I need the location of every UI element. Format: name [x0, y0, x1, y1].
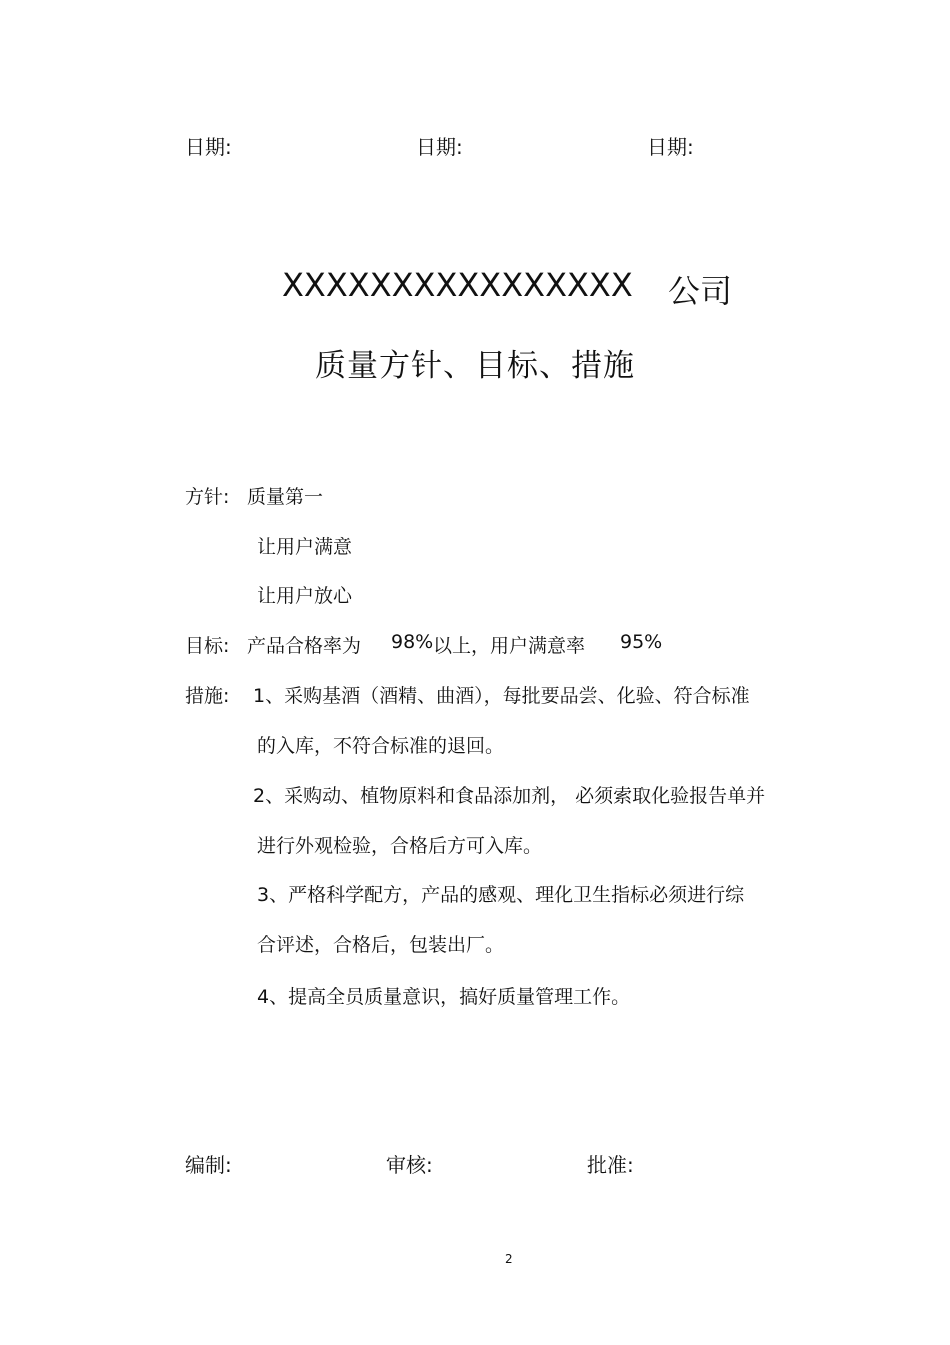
- goal-text-2: 以上，用户满意率: [433, 635, 586, 657]
- date-label-3: 日期:: [647, 135, 694, 159]
- date-label-2: 日期:: [416, 135, 463, 159]
- signature-compiled-by: 编制:: [185, 1153, 232, 1177]
- goal-rate-2: 95%: [620, 631, 663, 653]
- goal-rate-1: 98%: [391, 631, 434, 653]
- date-label-1: 日期:: [185, 135, 232, 159]
- measures-label: 措施:: [185, 685, 230, 707]
- signature-approved-by: 批准:: [587, 1153, 634, 1177]
- measure-line-5: 3、严格科学配方，产品的感观、理化卫生指标必须进行综: [257, 884, 745, 906]
- policy-item-2: 让用户满意: [257, 536, 353, 558]
- measure-line-3: 2、采购动、植物原料和食品添加剂， 必须索取化验报告单并: [253, 785, 766, 807]
- measure-line-1: 1、采购基酒（酒精、曲酒），每批要品尝、化验、符合标准: [253, 685, 750, 707]
- goal-label: 目标:: [185, 635, 230, 657]
- policy-label: 方针:: [185, 486, 230, 508]
- measure-line-7: 4、提高全员质量意识，搞好质量管理工作。: [257, 986, 631, 1008]
- measure-line-6: 合评述，合格后，包装出厂。: [257, 934, 505, 956]
- company-placeholder: XXXXXXXXXXXXXXXX: [282, 266, 633, 304]
- page-number: 2: [505, 1252, 513, 1266]
- document-subtitle: 质量方针、目标、措施: [315, 348, 635, 384]
- goal-text-1: 产品合格率为: [247, 635, 362, 657]
- company-suffix: 公司: [668, 272, 733, 310]
- policy-item-3: 让用户放心: [257, 585, 353, 607]
- measure-line-4: 进行外观检验，合格后方可入库。: [257, 835, 543, 857]
- measure-line-2: 的入库，不符合标准的退回。: [257, 735, 505, 757]
- company-title: [282, 266, 733, 310]
- policy-item-1: 质量第一: [247, 486, 324, 508]
- signature-reviewed-by: 审核:: [386, 1153, 433, 1177]
